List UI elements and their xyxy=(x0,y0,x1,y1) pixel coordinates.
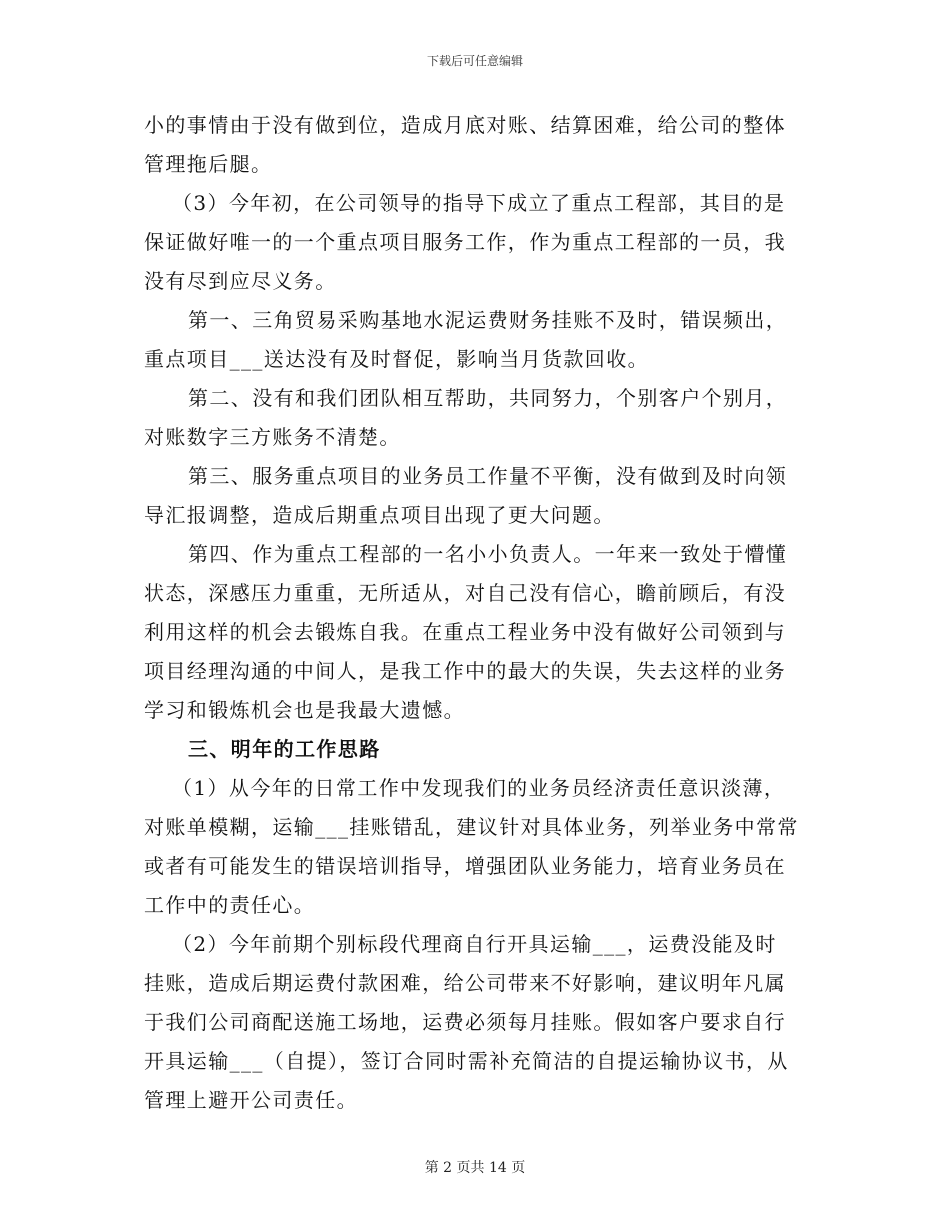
paragraph-line: 学习和锻炼机会也是我最大遗憾。 xyxy=(144,698,465,722)
paragraph-line: 或者有可能发生的错误培训指导，增强团队业务能力，培育业务员在 xyxy=(144,854,786,878)
paragraph-line: （1）从今年的日常工作中发现我们的业务员经济责任意识淡薄， xyxy=(172,776,786,800)
paragraph-line: 于我们公司商配送施工场地，运费必须每月挂账。假如客户要求自行 xyxy=(144,1010,786,1034)
page-footer: 第 2 页共 14 页 xyxy=(424,1160,526,1176)
paragraph-line: 管理上避开公司责任。 xyxy=(144,1088,358,1112)
paragraph-line: 对账单模糊，运输___挂账错乱，建议针对具体业务，列举业务中常常 xyxy=(144,815,799,839)
paragraph-line: 利用这样的机会去锻炼自我。在重点工程业务中没有做好公司领到与 xyxy=(144,620,786,644)
paragraph-line: 状态，深感压力重重，无所适从，对自己没有信心，瞻前顾后，有没 xyxy=(144,581,786,605)
paragraph-line: 保证做好唯一的一个重点项目服务工作，作为重点工程部的一员，我 xyxy=(144,230,786,254)
paragraph-line: 小的事情由于没有做到位，造成月底对账、结算困难，给公司的整体 xyxy=(144,113,786,137)
paragraph-line: 对账数字三方账务不清楚。 xyxy=(144,425,401,449)
paragraph-line: 开具运输___（自提），签订合同时需补充简洁的自提运输协议书，从 xyxy=(144,1049,789,1073)
paragraph-line: 管理拖后腿。 xyxy=(144,152,273,176)
paragraph-line: 挂账，造成后期运费付款困难，给公司带来不好影响，建议明年凡属 xyxy=(144,971,786,995)
section-heading: 三、明年的工作思路 xyxy=(188,737,381,761)
paragraph-line: 工作中的责任心。 xyxy=(144,893,316,917)
paragraph-line: （2）今年前期个别标段代理商自行开具运输___，运费没能及时 xyxy=(172,932,777,956)
paragraph-line: 导汇报调整，造成后期重点项目出现了更大问题。 xyxy=(144,503,615,527)
paragraph-line: 第四、作为重点工程部的一名小小负责人。一年来一致处于懵懂 xyxy=(188,542,788,566)
paragraph-line: 第一、三角贸易采购基地水泥运费财务挂账不及时，错误频出， xyxy=(188,308,788,332)
paragraph-line: 重点项目___送达没有及时督促，影响当月货款回收。 xyxy=(144,347,649,371)
document-body xyxy=(144,106,812,1120)
paragraph-line: 第二、没有和我们团队相互帮助，共同努力，个别客户个别月， xyxy=(188,386,788,410)
paragraph-line: 第三、服务重点项目的业务员工作量不平衡，没有做到及时向领 xyxy=(188,464,788,488)
paragraph-line: 没有尽到应尽义务。 xyxy=(144,269,337,293)
page-header: 下载后可任意编辑 xyxy=(426,54,523,68)
paragraph-line: 项目经理沟通的中间人，是我工作中的最大的失误，失去这样的业务 xyxy=(144,659,786,683)
paragraph-line: （3）今年初，在公司领导的指导下成立了重点工程部，其目的是 xyxy=(172,191,786,215)
